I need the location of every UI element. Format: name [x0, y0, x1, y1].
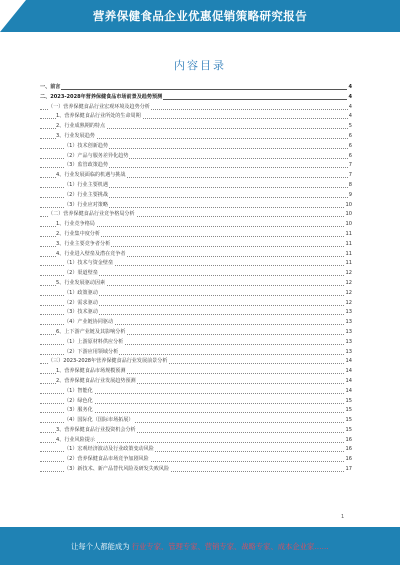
toc-entry[interactable]	[40, 220, 352, 230]
toc-entry-title: （4）产业链协同驱动	[64, 318, 114, 328]
toc-entry[interactable]	[40, 377, 352, 387]
toc-entry[interactable]	[40, 191, 352, 201]
toc-entry-page: 13	[345, 318, 352, 328]
toc-entry-page: 10	[345, 210, 352, 220]
toc-entry-title: （2）产品与服务差异化趋势	[64, 152, 129, 162]
toc-entry-title: （3）行业应对策略	[64, 201, 109, 211]
toc-entry-page: 16	[345, 445, 352, 455]
toc-entry-title: （2）营养保健食品市场竞争加剧风险	[64, 455, 150, 465]
toc-entry-page: 4	[347, 83, 352, 93]
toc-entry-page: 15	[345, 416, 352, 426]
toc-entry-page: 12	[345, 289, 352, 299]
toc-entry[interactable]	[40, 142, 352, 152]
toc-entry-title: （2）绿色化	[64, 397, 94, 407]
toc-entry-page: 7	[348, 161, 352, 171]
toc-entry-title: 1、营养保健食品市场规模预测	[56, 367, 126, 377]
toc-entry-page: 16	[345, 436, 352, 446]
toc-entry-title: （3）监管政策趋势	[64, 161, 109, 171]
toc-entry-page: 14	[345, 387, 352, 397]
toc-entry[interactable]	[40, 210, 352, 220]
report-title: 营养保健食品企业优惠促销策略研究报告	[92, 9, 308, 23]
toc-entry-title: （三）2023-2028年营养保健食品行业发展前景分析	[48, 357, 168, 367]
toc-heading: 内容目录	[174, 59, 226, 72]
toc-entry-title: （1）上游原材料供应分析	[64, 338, 124, 348]
footer-banner	[0, 527, 400, 565]
toc-entry[interactable]	[40, 103, 352, 113]
toc-entry[interactable]	[40, 416, 352, 426]
toc-entry-page: 14	[345, 377, 352, 387]
toc-entry[interactable]	[40, 289, 352, 299]
toc-entry-page: 11	[345, 230, 352, 240]
toc-entry[interactable]	[40, 230, 352, 240]
toc-entry-page: 6	[348, 132, 352, 142]
toc-entry-title: （1）行业主要机遇	[64, 181, 109, 191]
toc-entry-page: 11	[345, 259, 352, 269]
toc-entry-page: 15	[345, 406, 352, 416]
toc-entry-title: 3、营养保健食品行业投资机会分析	[56, 426, 137, 436]
toc-entry-page: 17	[345, 465, 352, 475]
toc-entry[interactable]	[40, 161, 352, 171]
toc-entry[interactable]	[40, 181, 352, 191]
toc-entry[interactable]	[40, 279, 352, 289]
toc-entry-title: （2）行业主要挑战	[64, 191, 109, 201]
toc-entry[interactable]	[40, 83, 352, 93]
toc-entry-title: （4）国际化（国际市场拓展）	[64, 416, 134, 426]
toc-entry-title: （1）智能化	[64, 387, 94, 397]
toc-entry-title: （2）下游应用领域分析	[64, 348, 119, 358]
toc-entry-page: 14	[345, 367, 352, 377]
toc-entry-title: 1、营养保健食品行业所处的生命周期	[56, 112, 142, 122]
footer-slogan-lead: 让每个人都能成为	[71, 542, 130, 551]
header-banner	[0, 0, 400, 32]
toc-entry-title: 5、行业发展驱动因素	[56, 279, 106, 289]
toc-dot-leader	[40, 89, 352, 90]
toc-entry-page: 15	[345, 397, 352, 407]
toc-entry-page: 14	[345, 357, 352, 367]
toc-entry-title: 2、行业成熟期的特点	[56, 122, 106, 132]
toc-entry-title: （1）技术与资金壁垒	[64, 259, 114, 269]
toc-entry-page: 11	[345, 240, 352, 250]
toc-entry[interactable]	[40, 250, 352, 260]
toc-entry[interactable]	[40, 299, 352, 309]
toc-entry-title: 3、行业发展趋势	[56, 132, 96, 142]
toc-entry-title: 4、行业进入壁垒及潜在竞争者	[56, 250, 126, 260]
toc-entry-page: 11	[345, 250, 352, 260]
page-number: 1	[341, 514, 345, 520]
toc-entry[interactable]	[40, 465, 352, 475]
toc-entry-title: 二、2023-2028年营养保健食品市场前景及趋势预测	[40, 93, 163, 103]
toc-entry-title: 3、行业主要竞争者分析	[56, 240, 111, 250]
toc-entry-page: 4	[348, 103, 352, 113]
toc-entry[interactable]	[40, 308, 352, 318]
toc-entry-page: 5	[348, 122, 352, 132]
toc-entry[interactable]	[40, 455, 352, 465]
toc-entry[interactable]	[40, 445, 352, 455]
toc-entry-title: （1）政策驱动	[64, 289, 99, 299]
toc-entry[interactable]	[40, 112, 352, 122]
toc-entry-title: 2、行业集中度分析	[56, 230, 101, 240]
toc-entry-title: （3）新技术、新产品替代风险及研发失败风险	[64, 465, 170, 475]
toc-entry[interactable]	[40, 338, 352, 348]
toc-entry-page: 16	[345, 455, 352, 465]
toc-entry[interactable]	[40, 357, 352, 367]
toc-entry-page: 12	[345, 299, 352, 309]
toc-entry-title: （一）营养保健食品行业宏观环境及趋势分析	[48, 103, 151, 113]
toc-entry-title: 6、上下游产业链及其影响分析	[56, 328, 126, 338]
toc-entry-title: 一、前言	[40, 83, 61, 93]
table-of-contents	[40, 83, 352, 475]
toc-entry-page: 13	[345, 338, 352, 348]
toc-entry[interactable]	[40, 387, 352, 397]
toc-entry-page: 13	[345, 308, 352, 318]
toc-entry[interactable]	[40, 436, 352, 446]
toc-entry[interactable]	[40, 328, 352, 338]
toc-entry-page: 10	[345, 220, 352, 230]
toc-entry-title: （2）需求驱动	[64, 299, 99, 309]
toc-entry[interactable]	[40, 93, 352, 103]
toc-entry-title: （2）渠道壁垒	[64, 269, 99, 279]
toc-entry[interactable]	[40, 397, 352, 407]
toc-entry-page: 4	[347, 93, 352, 103]
toc-entry[interactable]	[40, 426, 352, 436]
toc-entry[interactable]	[40, 152, 352, 162]
toc-entry-title: 4、行业发展面临的机遇与挑战	[56, 171, 126, 181]
toc-entry[interactable]	[40, 318, 352, 328]
toc-entry[interactable]	[40, 122, 352, 132]
toc-entry-page: 13	[345, 348, 352, 358]
toc-entry-page: 12	[345, 269, 352, 279]
toc-entry-page: 6	[348, 152, 352, 162]
toc-entry-title: （1）技术创新趋势	[64, 142, 109, 152]
toc-entry-page: 10	[345, 201, 352, 211]
toc-entry-page: 13	[345, 328, 352, 338]
toc-entry-title: （3）服务化	[64, 406, 94, 416]
toc-entry-title: 2、营养保健食品行业发展趋势预测	[56, 377, 137, 387]
toc-entry[interactable]	[40, 259, 352, 269]
toc-entry-page: 6	[348, 142, 352, 152]
toc-entry[interactable]	[40, 132, 352, 142]
toc-entry[interactable]	[40, 269, 352, 279]
toc-entry-page: 7	[348, 171, 352, 181]
toc-entry[interactable]	[40, 367, 352, 377]
toc-entry-title: （1）宏观经济波动及行业政策变动风险	[64, 445, 155, 455]
toc-entry-title: 4、行业风险提示	[56, 436, 96, 446]
toc-entry-title: 1、行业竞争格局	[56, 220, 96, 230]
toc-entry[interactable]	[40, 240, 352, 250]
toc-entry-page: 15	[345, 426, 352, 436]
toc-entry-page: 9	[348, 191, 352, 201]
toc-entry[interactable]	[40, 201, 352, 211]
footer-slogan-highlight: 行业专家、管理专家、营销专家、战略专家、成本企业家……	[131, 542, 329, 551]
toc-entry[interactable]	[40, 406, 352, 416]
footer-slogan	[0, 542, 400, 552]
toc-entry[interactable]	[40, 348, 352, 358]
toc-entry-title: （3）技术驱动	[64, 308, 99, 318]
toc-entry[interactable]	[40, 171, 352, 181]
toc-entry-title: （二）营养保健食品行业竞争格局分析	[48, 210, 136, 220]
toc-entry-page: 8	[348, 181, 352, 191]
toc-entry-page: 4	[348, 112, 352, 122]
toc-entry-page: 12	[345, 279, 352, 289]
